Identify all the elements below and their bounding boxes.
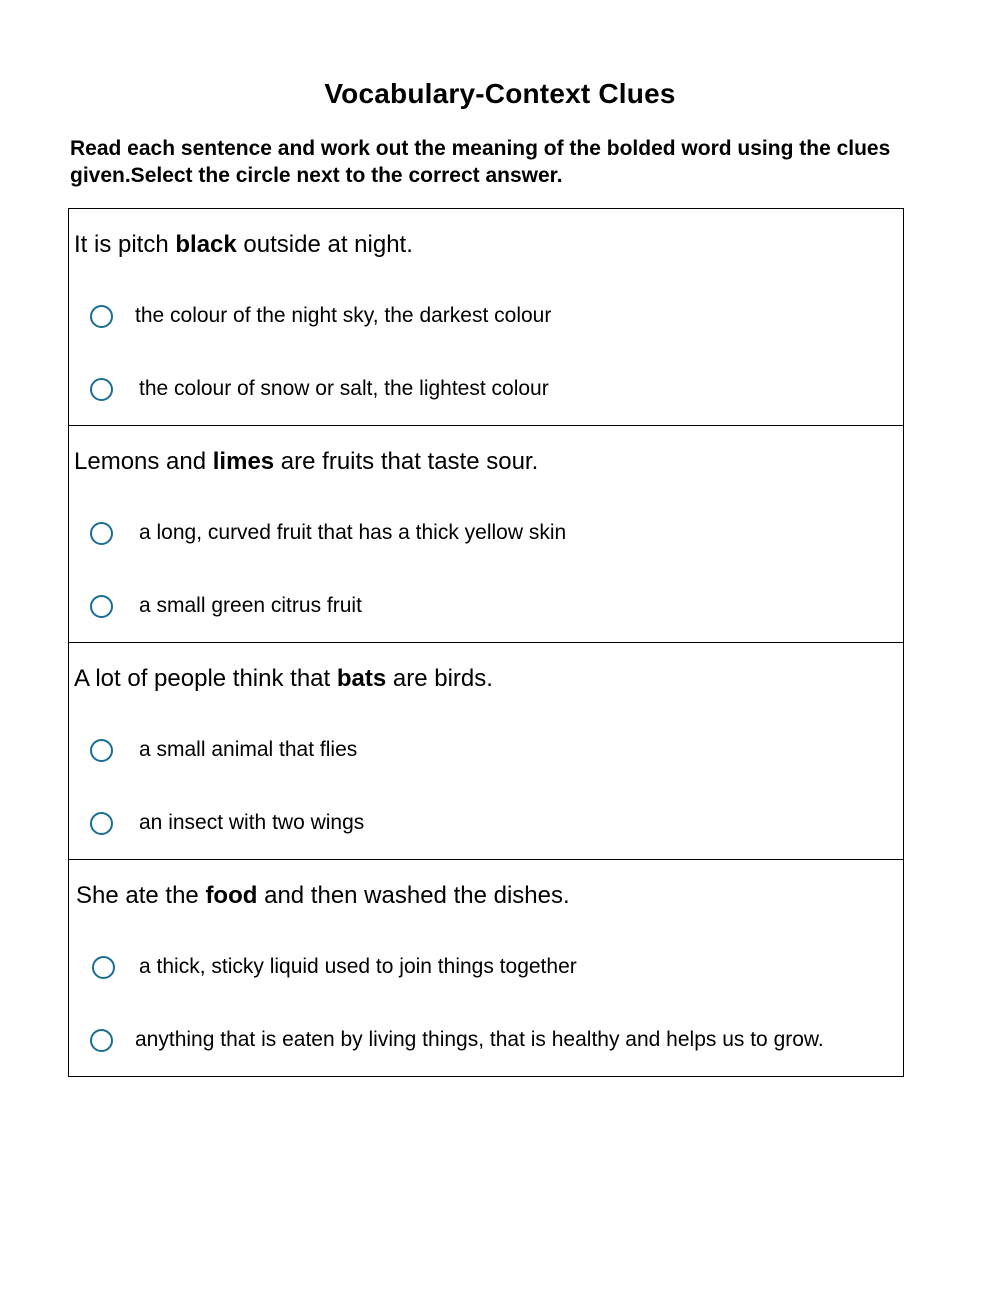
radio-circle-icon[interactable] [90, 739, 113, 762]
question-2 [69, 426, 903, 643]
prompt-text-before: Lemons and [74, 448, 213, 475]
answer-option-3a[interactable] [90, 735, 357, 765]
question-prompt [74, 231, 413, 259]
answer-label: a long, curved fruit that has a thick yellow skin [139, 521, 567, 544]
answer-label: the colour of snow or salt, the lightest colour [139, 377, 549, 400]
answer-option-3b[interactable] [90, 808, 364, 838]
prompt-text-before: She ate the [76, 882, 206, 909]
question-3 [69, 643, 903, 860]
radio-circle-icon[interactable] [90, 1029, 113, 1052]
question-prompt [76, 882, 570, 910]
bolded-word: food [205, 882, 258, 909]
prompt-text-before: A lot of people think that [74, 665, 337, 692]
answer-option-4b[interactable] [90, 1025, 824, 1055]
prompt-text-after: outside at night. [236, 231, 413, 258]
answer-option-1b[interactable] [90, 374, 549, 404]
answer-option-2a[interactable] [90, 518, 566, 548]
question-table [68, 208, 904, 1077]
radio-circle-icon[interactable] [90, 378, 113, 401]
bolded-word: limes [212, 448, 275, 475]
prompt-text-after: are fruits that taste sour. [274, 448, 539, 475]
bolded-word: bats [336, 665, 387, 692]
answer-option-2b[interactable] [90, 591, 362, 621]
question-prompt [74, 448, 538, 476]
answer-label: a small animal that flies [139, 738, 358, 761]
question-1 [69, 209, 903, 426]
prompt-text-before: It is pitch [74, 231, 176, 258]
answer-label: the colour of the night sky, the darkest colour [135, 304, 552, 327]
radio-circle-icon[interactable] [90, 595, 113, 618]
radio-circle-icon[interactable] [90, 812, 113, 835]
radio-circle-icon[interactable] [90, 305, 113, 328]
prompt-text-after: and then washed the dishes. [257, 882, 570, 909]
bolded-word: black [175, 231, 237, 258]
answer-label: anything that is eaten by living things, that is healthy and helps us to grow. [135, 1028, 824, 1051]
question-4 [69, 860, 903, 1076]
answer-option-1a[interactable] [90, 301, 551, 331]
radio-circle-icon[interactable] [90, 522, 113, 545]
answer-option-4a[interactable] [92, 952, 577, 982]
answer-label: an insect with two wings [139, 811, 365, 834]
prompt-text-after: are birds. [386, 665, 493, 692]
question-prompt [74, 665, 493, 693]
radio-circle-icon[interactable] [92, 956, 115, 979]
answer-label: a thick, sticky liquid used to join things together [139, 955, 577, 978]
page-title: Vocabulary-Context Clues [324, 78, 676, 109]
answer-label: a small green citrus fruit [139, 594, 362, 617]
instructions: Read each sentence and work out the meaning of the bolded word using the clues given.Select the circle next to the correct answer. [70, 137, 891, 187]
